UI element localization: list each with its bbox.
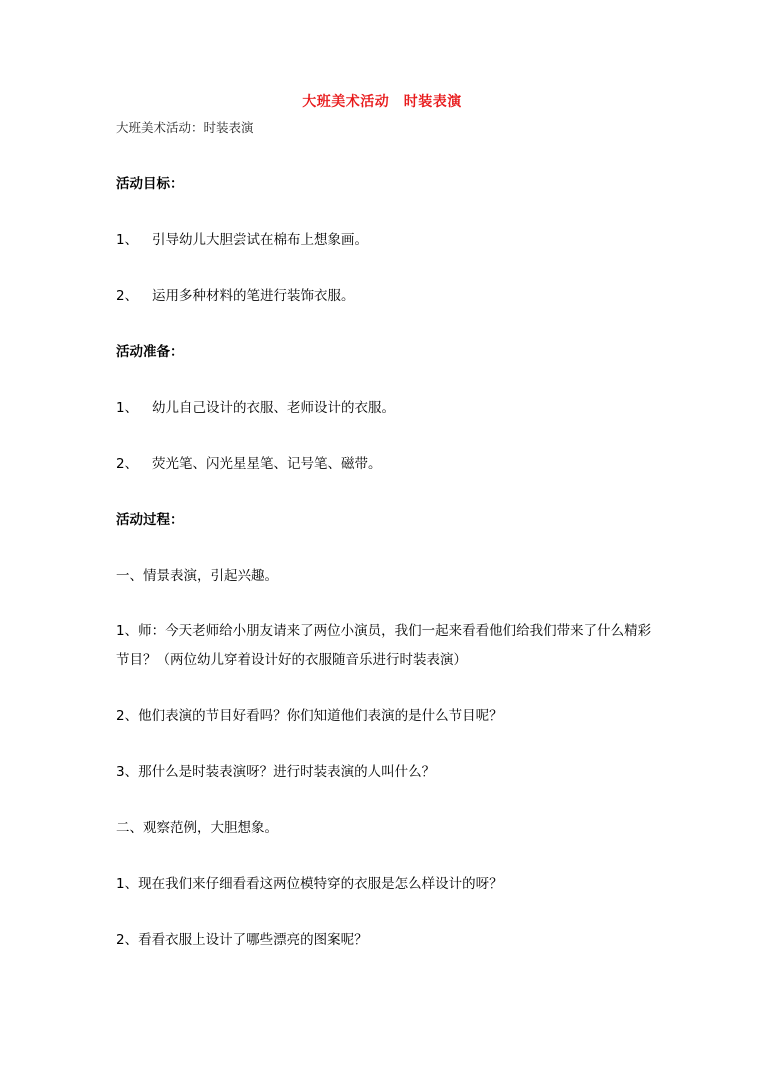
process-item-number: 1、 bbox=[116, 623, 139, 639]
preparation-item-text: 幼儿自己设计的衣服、老师设计的衣服。 bbox=[152, 400, 395, 416]
preparation-item bbox=[116, 454, 382, 474]
process-item-text: 师：今天老师给小朋友请来了两位小演员，我们一起来看看他们给我们带来了什么精彩节目？（两位幼儿穿着设计好的衣服随音乐进行时装表演） bbox=[116, 623, 652, 668]
goal-item-number: 2、 bbox=[116, 288, 139, 304]
goal-item-text: 引导幼儿大胆尝试在棉布上想象画。 bbox=[152, 232, 368, 248]
process-section2-item bbox=[116, 874, 503, 894]
process-item-number: 1、 bbox=[116, 876, 139, 892]
preparation-item-number: 2、 bbox=[116, 456, 139, 472]
process-section1-title: 一、情景表演，引起兴趣。 bbox=[116, 568, 278, 584]
process-heading: 活动过程： bbox=[116, 512, 184, 528]
document-title: 大班美术活动 时装表演 bbox=[302, 94, 462, 110]
process-item-text: 看看衣服上设计了哪些漂亮的图案呢？ bbox=[138, 932, 368, 948]
process-item-text: 他们表演的节目好看吗？你们知道他们表演的是什么节目呢？ bbox=[138, 708, 503, 724]
goal-item-text: 运用多种材料的笔进行装饰衣服。 bbox=[152, 288, 355, 304]
process-item-text: 现在我们来仔细看看这两位模特穿的衣服是怎么样设计的呀？ bbox=[138, 876, 503, 892]
preparation-heading: 活动准备： bbox=[116, 344, 184, 360]
preparation-item-text: 荧光笔、闪光星星笔、记号笔、磁带。 bbox=[152, 456, 382, 472]
goal-item bbox=[116, 286, 355, 306]
goal-item bbox=[116, 230, 368, 250]
document-subtitle: 大班美术活动：时装表演 bbox=[116, 120, 254, 135]
process-item-number: 2、 bbox=[116, 932, 139, 948]
preparation-item bbox=[116, 398, 395, 418]
process-section1-item bbox=[116, 617, 656, 675]
process-section2-title: 二、观察范例，大胆想象。 bbox=[116, 820, 278, 836]
goals-heading: 活动目标： bbox=[116, 176, 184, 192]
process-item-number: 2、 bbox=[116, 708, 139, 724]
preparation-item-number: 1、 bbox=[116, 400, 139, 416]
process-section1-item bbox=[116, 762, 435, 782]
process-item-text: 那什么是时装表演呀？进行时装表演的人叫什么？ bbox=[138, 764, 436, 780]
process-item-number: 3、 bbox=[116, 764, 139, 780]
process-section1-item bbox=[116, 706, 503, 726]
goal-item-number: 1、 bbox=[116, 232, 139, 248]
process-section2-item bbox=[116, 930, 368, 950]
